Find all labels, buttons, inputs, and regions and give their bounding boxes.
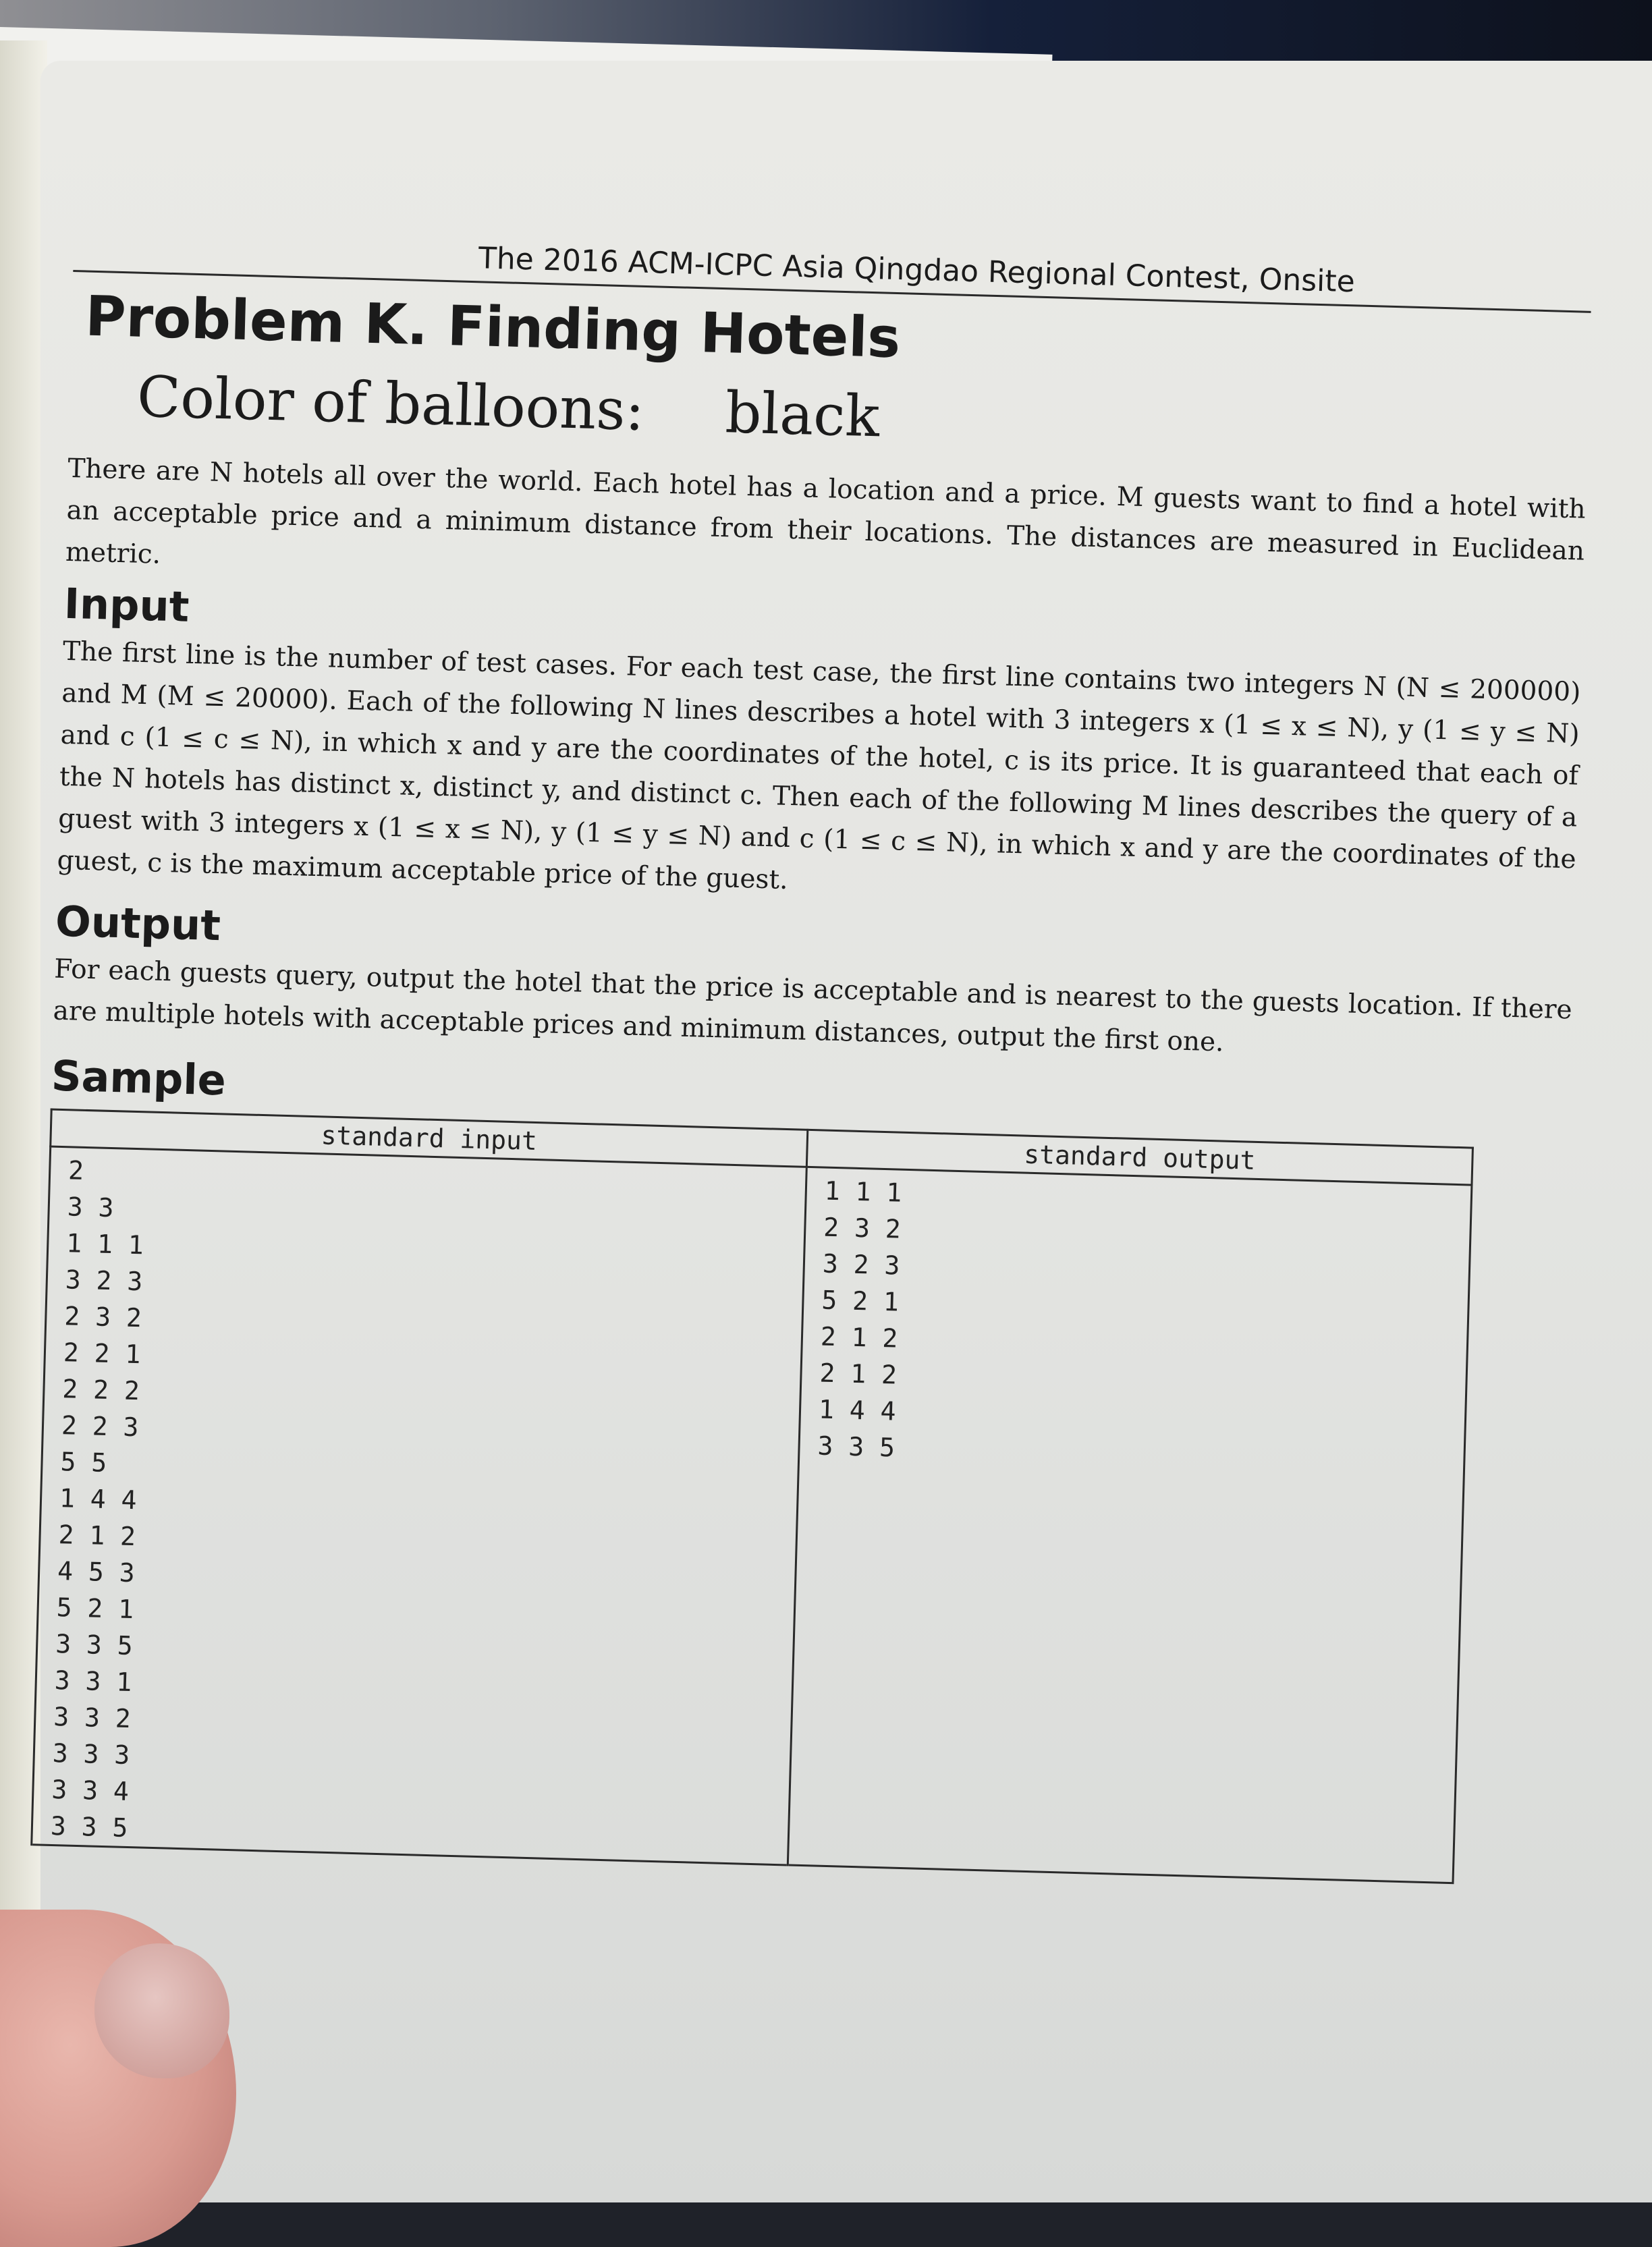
sample-input-line: 3 3 5 [50,1810,128,1843]
sample-heading: Sample [51,1051,227,1105]
sample-input-line: 2 3 2 [63,1301,142,1333]
sample-output-line: 2 1 2 [820,1321,898,1354]
sample-output-line: 5 2 1 [821,1285,900,1317]
sample-output-header: standard output [806,1130,1472,1185]
input-heading: Input [63,578,190,632]
balloon-color: black [724,379,881,450]
sample-table [30,1109,1474,1885]
sample-input-header: standard input [51,1109,808,1167]
contest-name: The 2016 ACM-ICPC Asia Qingdao Regional Contest, Onsite [478,241,1356,300]
sample-output-line: 1 1 1 [824,1175,902,1208]
output-heading: Output [55,896,221,951]
output-description: For each guests query, output the hotel that the price is acceptable and is nearest to the guests location. If there are multiple hotels with acceptable prices and minimum distances, output the first one. [53,953,1573,1058]
sample-input-line: 5 2 1 [56,1592,134,1625]
problem-content [30,229,1592,1887]
sample-input-line: 3 3 4 [51,1774,130,1807]
sample-input-line: 4 5 3 [57,1556,136,1588]
sample-input-line: 2 [67,1155,84,1186]
problem-title: Problem K. Finding Hotels [84,284,902,371]
sample-input-cell [32,1146,807,1865]
sample-input-line: 1 4 4 [59,1483,138,1516]
sample-input-line: 3 3 [67,1192,115,1223]
sample-input-line: 3 3 2 [53,1701,132,1734]
thumbnail [94,1943,229,2078]
sample-input-line: 2 1 2 [58,1520,136,1552]
sample-input-line: 3 3 5 [55,1629,134,1661]
sample-output-cell [788,1167,1472,1883]
sample-input-line: 1 1 1 [65,1228,144,1260]
input-description: The first line is the number of test cases. For each test case, the first line contains two integers N (N ≤ 200000) and M (M ≤ 20000). Each of the following N lines describes a hotel with 3 integers x (1 ≤ x ≤ N), y (1 ≤ y ≤ N) and c (1 ≤ c ≤ N), in which x and y are the coordinates of the hotel, c is its price. It is guaranteed that each of the N hotels has distinct x, distinct y, and distinct c. Then each of the following M lines describes the query of a guest with 3 integers x (1 ≤ x ≤ N), y (1 ≤ y ≤ N) and c (1 ≤ c ≤ N), in which x and y are the coordinates of the guest, c is the maximum acceptable price of the guest. [57,636,1581,895]
sample-input-line: 3 2 3 [65,1265,143,1297]
balloon-label: Color of balloons: [136,363,646,443]
sample-output-line: 2 3 2 [823,1212,902,1244]
sample-input-line: 5 5 [60,1447,107,1478]
sample-output-line: 3 3 5 [817,1431,896,1463]
sample-input-line: 2 2 3 [61,1410,140,1443]
sample-input-line: 3 3 1 [54,1665,132,1698]
sample-input-line: 2 2 2 [61,1374,140,1406]
sample-output-lines [817,1173,1470,1482]
sample-output-line: 3 2 3 [822,1248,900,1281]
sample-input-line: 2 2 1 [63,1337,141,1370]
sample-output-line: 1 4 4 [818,1394,897,1426]
sample-input-line: 3 3 3 [52,1738,130,1771]
problem-statement: There are N hotels all over the world. Each hotel has a location and a price. M guests want to find a hotel with an acceptable price and a minimum distance from their locations. The distances are measured in Euclidean metric. [65,453,1587,570]
sample-output-line: 2 1 2 [819,1358,898,1390]
sample-input-lines [50,1152,805,1864]
